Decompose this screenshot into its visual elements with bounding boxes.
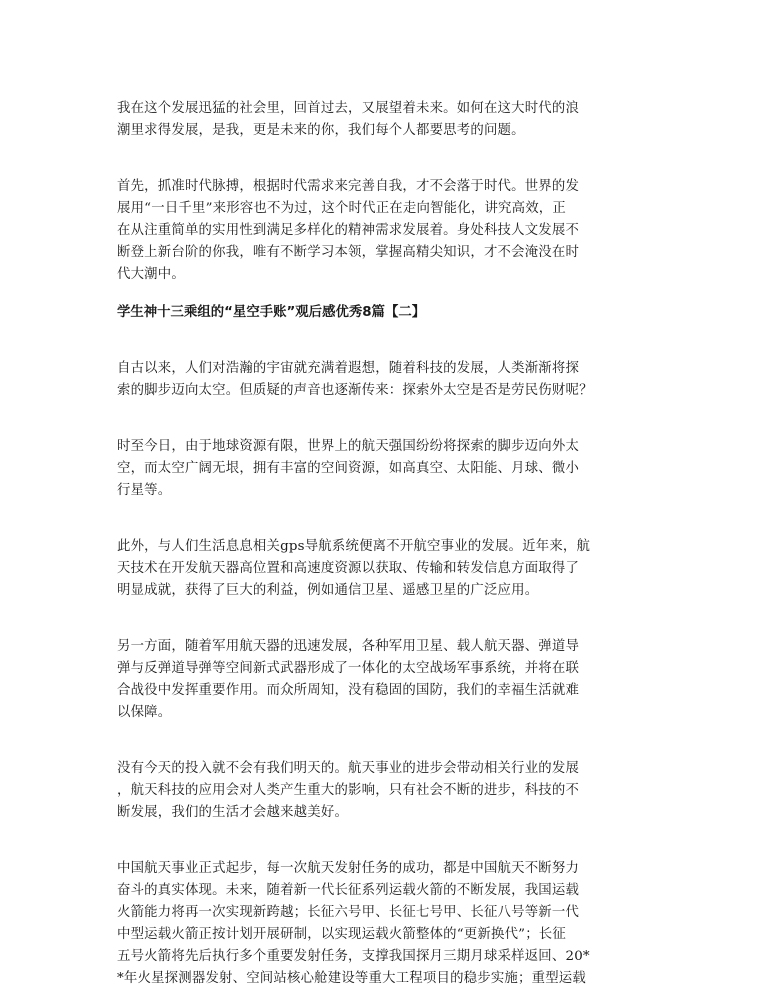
text-line: 自古以来，人们对浩瀚的宇宙就充满着遐想，随着科技的发展，人类渐渐将探: [117, 361, 580, 376]
text-line: 以保障。: [117, 705, 172, 720]
paragraph-spacer: [117, 402, 657, 436]
paragraph: [117, 758, 657, 824]
text-line: *年火星探测器发射、空间站核心舱建设等重大工程项目的稳步实施；重型运载: [117, 971, 586, 986]
paragraph-spacer: [117, 286, 657, 302]
paragraph: [117, 358, 657, 402]
text-line: 另一方面，随着军用航天器的迅速发展，各种军用卫星、载人航天器、弹道导: [117, 639, 580, 654]
paragraph: [117, 98, 657, 142]
text-line: 空，而太空广阔无垠，拥有丰富的空间资源，如高真空、太阳能、月球、微小: [117, 461, 580, 476]
text-line: 在从注重简单的实用性到满足多样化的精神需求发展着。身处科技人文发展不: [117, 223, 580, 238]
text-line: 时至今日，由于地球资源有限，世界上的航天强国纷纷将探索的脚步迈向外太: [117, 439, 580, 454]
text-line: 行星等。: [117, 483, 172, 498]
text-line: 火箭能力将再一次实现新跨越；长征六号甲、长征七号甲、长征八号等新一代: [117, 905, 580, 920]
paragraph-spacer: [117, 502, 657, 536]
text-line: 天技术在开发航天器高位置和高速度资源以获取、传输和转发信息方面取得了: [117, 561, 580, 576]
text-line: 合战役中发挥重要作用。而众所周知，没有稳固的国防，我们的幸福生活就难: [117, 683, 580, 698]
text-line: 我在这个发展迅猛的社会里，回首过去，又展望着未来。如何在这大时代的浪: [117, 101, 580, 116]
text-line: ，航天科技的应用会对人类产生重大的影响，只有社会不断的进步，科技的不: [117, 783, 580, 798]
text-line: 此外，与人们生活息息相关gps导航系统便离不开航空事业的发展。近年来，航: [117, 539, 591, 554]
paragraph-spacer: [117, 142, 657, 176]
paragraph: [117, 176, 657, 286]
text-line: 奋斗的真实体现。未来，随着新一代长征系列运载火箭的不断发展，我国运载: [117, 883, 580, 898]
text-line: 中国航天事业正式起步，每一次航天发射任务的成功，都是中国航天不断努力: [117, 861, 580, 876]
paragraph-spacer: [117, 724, 657, 758]
text-line: 代大潮中。: [117, 267, 185, 282]
text-line: 中型运载火箭正按计划开展研制，以实现运载火箭整体的“更新换代”；长征: [117, 927, 566, 942]
text-line: 断登上新台阶的你我，唯有不断学习本领，掌握高精尖知识，才不会淹没在时: [117, 245, 580, 260]
paragraph: [117, 536, 657, 602]
text-line: 展用“一日千里”来形容也不为过，这个时代正在走向智能化，讲究高效，正: [117, 201, 566, 216]
text-line: 五号火箭将先后执行多个重要发射任务，支撑我国探月三期月球采样返回、20*: [117, 949, 590, 964]
paragraph-spacer: [117, 824, 657, 858]
document-page: [117, 98, 657, 990]
text-line: 弹与反弹道导弹等空间新式武器形成了一体化的太空战场军事系统，并将在联: [117, 661, 580, 676]
paragraph: [117, 858, 657, 990]
paragraph: [117, 436, 657, 502]
text-line: 没有今天的投入就不会有我们明天的。航天事业的进步会带动相关行业的发展: [117, 761, 580, 776]
text-line: 首先，抓准时代脉搏，根据时代需求来完善自我，才不会落于时代。世界的发: [117, 179, 580, 194]
section-heading: 学生神十三乘组的“星空手账”观后感优秀8篇【二】: [117, 305, 426, 320]
paragraph-spacer: [117, 602, 657, 636]
text-line: 索的脚步迈向太空。但质疑的声音也逐渐传来：探索外太空是否是劳民伤财呢？: [117, 383, 593, 398]
text-line: 明显成就，获得了巨大的利益，例如通信卫星、遥感卫星的广泛应用。: [117, 583, 539, 598]
paragraph: [117, 636, 657, 724]
text-line: 潮里求得发展，是我，更是未来的你，我们每个人都要思考的问题。: [117, 123, 525, 138]
text-line: 断发展，我们的生活才会越来越美好。: [117, 805, 349, 820]
paragraph-spacer: [117, 324, 657, 358]
